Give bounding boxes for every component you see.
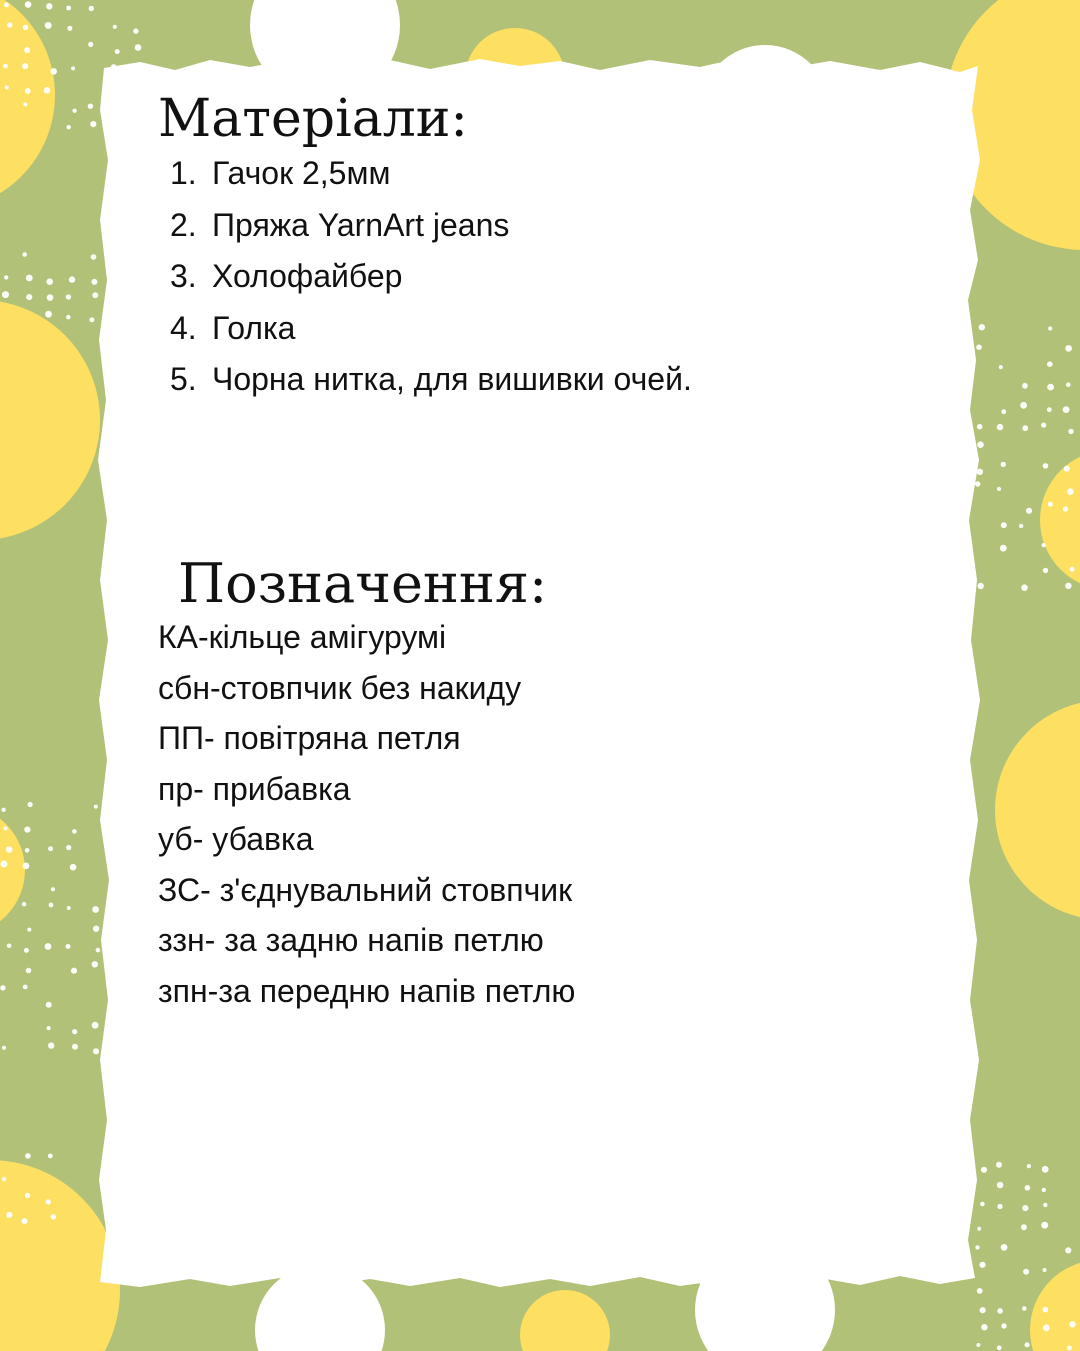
notation-item: зпн-за передню напів петлю [158, 972, 576, 1009]
materials-item [170, 303, 692, 355]
materials-item-text: Чорна нитка, для вишивки очей. [212, 361, 692, 397]
materials-item-text: Гачок 2,5мм [212, 155, 391, 191]
materials-item-text: Голка [212, 309, 296, 346]
notation-item: ззн- за задню напів петлю [158, 922, 544, 958]
materials-item-number: 4. [170, 309, 197, 346]
materials-list [170, 148, 692, 406]
materials-item-text: Пряжа YarnArt jeans [212, 206, 510, 243]
notation-heading: Позначення: [178, 552, 548, 615]
materials-item-number: 2. [170, 206, 197, 243]
materials-item [170, 148, 692, 200]
notation-item: ПП- повітряна петля [158, 720, 461, 756]
notation-item: уб- убавка [158, 821, 314, 857]
notation-item: пр- прибавка [158, 770, 351, 807]
materials-item [170, 200, 692, 252]
notation-item: сбн-стовпчик без накиду [158, 669, 522, 706]
materials-heading: Матеріали: [158, 89, 468, 149]
notation-item: КА-кільце амігурумі [158, 619, 447, 655]
materials-item-text: Холофайбер [212, 258, 403, 294]
materials-item [170, 354, 692, 406]
materials-item-number: 3. [170, 258, 197, 294]
materials-item [170, 251, 692, 303]
notation-item: ЗС- з'єднувальний стовпчик [158, 871, 573, 908]
materials-item-number: 1. [170, 155, 197, 191]
notation-list [158, 612, 575, 1016]
materials-item-number: 5. [170, 361, 197, 397]
